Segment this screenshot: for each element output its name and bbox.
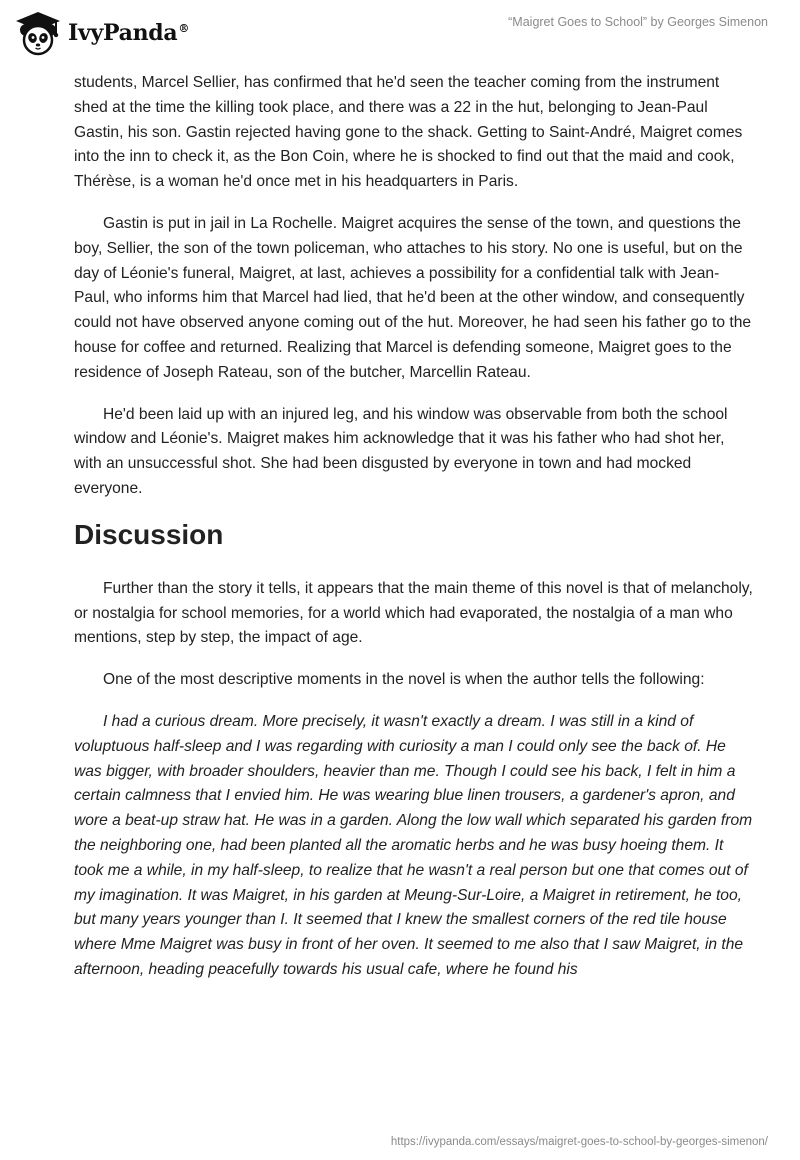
paragraph: students, Marcel Sellier, has confirmed that he'd seen the teacher coming from the instrument shed at the time the killing took place, and there was a 22 in the hut, belonging to Jean-Paul Gastin, his son. Gastin rejected having gone to the shack. Getting to Saint-André, Maigret comes into the inn to check it, as the Bon Coin, where he is shocked to find out that the maid and cook, Thérèse, is a woman he'd once met in his headquarters in Paris. (74, 74, 743, 191)
essay-body (74, 71, 754, 1000)
page-header (0, 0, 800, 70)
section-heading: Discussion (74, 518, 224, 550)
paragraph: Further than the story it tells, it appears that the main theme of this novel is that of melancholy, or nostalgia for school memories, for a world which had evaporated, the nostalgia of a man who mentions, step by step, the impact of age. (74, 579, 753, 647)
panda-graduate-icon (14, 10, 62, 56)
source-url[interactable]: https://ivypanda.com/essays/maigret-goes-to-school-by-georges-simenon/ (390, 1136, 768, 1148)
ivypanda-logo[interactable] (14, 10, 189, 56)
registered-mark: ® (178, 21, 190, 35)
paragraph: Gastin is put in jail in La Rochelle. Maigret acquires the sense of the town, and questions the boy, Sellier, the son of the town policeman, who attaches to his story. No one is useful, but on the day of Léonie's funeral, Maigret, at last, achieves a possibility for a confidential talk with Jean-Paul, who informs him that Marcel had lied, that he'd been at the other window, and consequently could not have observed anyone coming out of the hut. Moreover, he had seen his father go to the house for coffee and returned. Realizing that Marcel is defending someone, Maigret goes to the residence of Joseph Rateau, son of the butcher, Marcellin Rateau. (74, 214, 752, 381)
document-title: “Maigret Goes to School” by Georges Simenon (508, 15, 768, 29)
logo-text: IvyPanda (68, 20, 178, 46)
logo-wordmark (68, 20, 189, 46)
block-quote: I had a curious dream. More precisely, it wasn't exactly a dream. I was still in a kind of voluptuous half-sleep and I was regarding with curiosity a man I could only see the back of. He was bigger, with broader shoulders, heavier than me. Though I could see his back, I felt in him a certain calmness that I envied him. He was wearing blue linen trousers, a gardener's apron, and wore a beat-up straw hat. He was in a garden. Along the low wall which separated his garden from the neighboring one, had been planted all the aromatic herbs and he was busy hoeing them. It took me a while, in my half-sleep, to realize that he wasn't a real person but one that comes out of my imagination. It was Maigret, in his garden at Meung-Sur-Loire, a Maigret in retirement, he too, but many years younger than I. It seemed that I knew the smallest corners of the red tile house where Mme Maigret was busy in front of her oven. It seemed to me also that I saw Maigret, in the afternoon, heading peacefully towards his usual cafe, where he found his (74, 712, 753, 978)
paragraph: One of the most descriptive moments in the novel is when the author tells the following: (103, 671, 705, 689)
paragraph: He'd been laid up with an injured leg, and his window was observable from both the school window and Léonie's. Maigret makes him acknowledge that it was his father who had shot her, with an unsuccessful shot. She had been disgusted by everyone in town and had mocked everyone. (74, 405, 728, 497)
